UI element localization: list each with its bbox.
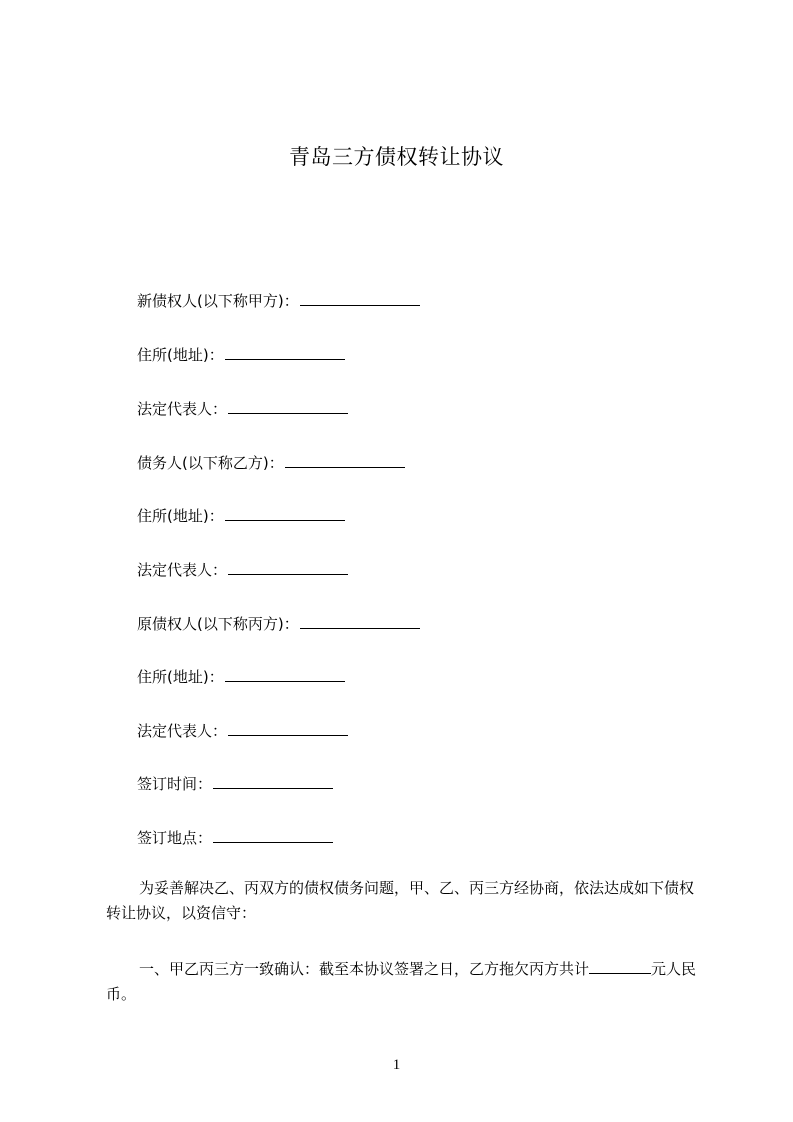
field-original-creditor-address bbox=[137, 667, 345, 687]
clause-1-paragraph bbox=[106, 957, 706, 1007]
field-new-creditor-address bbox=[137, 345, 345, 365]
blank-line bbox=[228, 721, 348, 736]
clause-1-text-before: 一、甲乙丙三方一致确认：截至本协议签署之日，乙方拖欠丙方共计 bbox=[139, 960, 590, 978]
field-debtor-address bbox=[137, 506, 345, 526]
blank-line bbox=[300, 291, 420, 306]
field-label: 签订地点： bbox=[137, 829, 213, 847]
field-label: 新债权人(以下称甲方)： bbox=[137, 292, 299, 310]
blank-line bbox=[225, 667, 345, 682]
field-original-creditor-representative bbox=[137, 721, 348, 741]
blank-line bbox=[285, 453, 405, 468]
blank-line bbox=[225, 506, 345, 521]
field-label: 原债权人(以下称丙方)： bbox=[137, 615, 299, 633]
clause-1-text-after: 元人民币。 bbox=[106, 960, 697, 1003]
blank-line bbox=[225, 345, 345, 360]
field-label: 法定代表人： bbox=[137, 561, 228, 579]
field-signing-time bbox=[137, 774, 333, 794]
field-debtor-representative bbox=[137, 560, 348, 580]
field-label: 法定代表人： bbox=[137, 400, 228, 418]
field-original-creditor bbox=[137, 614, 420, 634]
field-new-creditor-representative bbox=[137, 399, 348, 419]
intro-paragraph: 为妥善解决乙、丙双方的债权债务问题，甲、乙、丙三方经协商，依法达成如下债权转让协议，以资信守： bbox=[106, 879, 695, 922]
field-signing-place bbox=[137, 828, 333, 848]
blank-line bbox=[228, 560, 348, 575]
blank-line bbox=[213, 828, 333, 843]
blank-line bbox=[300, 614, 420, 629]
field-label: 法定代表人： bbox=[137, 722, 228, 740]
field-label: 住所(地址)： bbox=[137, 346, 224, 364]
field-new-creditor bbox=[137, 291, 420, 311]
field-label: 债务人(以下称乙方)： bbox=[137, 454, 284, 472]
page-number: 1 bbox=[392, 1057, 401, 1073]
blank-line bbox=[228, 399, 348, 414]
field-label: 住所(地址)： bbox=[137, 507, 224, 525]
field-debtor bbox=[137, 453, 405, 473]
document-title: 青岛三方债权转让协议 bbox=[289, 145, 504, 169]
field-label: 签订时间： bbox=[137, 775, 213, 793]
field-label: 住所(地址)： bbox=[137, 668, 224, 686]
amount-blank-line bbox=[589, 959, 651, 974]
blank-line bbox=[213, 774, 333, 789]
